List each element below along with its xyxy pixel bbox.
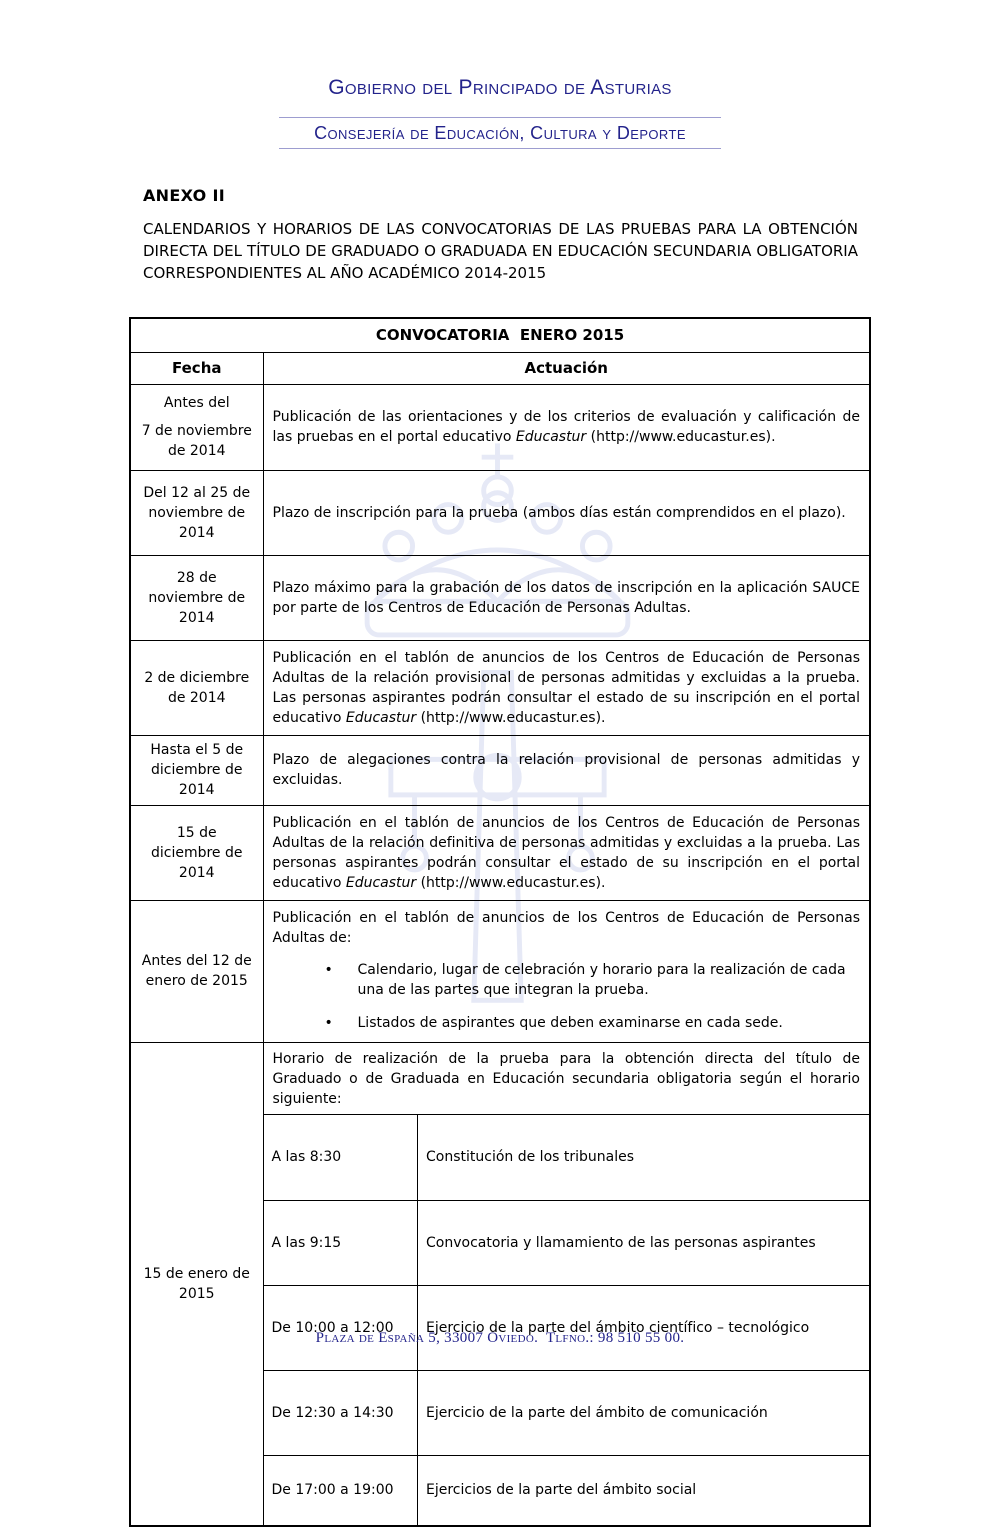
- action-paragraph: Publicación en el tablón de anuncios de los Centros de Educación de Personas Adultas de la relación provisional de personas admitidas y excluidas a la prueba. Las personas aspirantes podrán consultar el estado de su inscripción en el portal educativo Educastur (http://www.educastur.es).: [272, 649, 860, 726]
- table-row: [130, 805, 870, 900]
- time-cell: De 10:00 a 12:00: [264, 1285, 418, 1370]
- action-cell: [263, 1042, 870, 1526]
- date-line: 2014: [178, 524, 215, 541]
- date-line: de 2014: [167, 689, 226, 706]
- bullet-list: [273, 960, 861, 1033]
- date-cell: [130, 470, 263, 555]
- document-body: [143, 186, 858, 1527]
- table-header-row: [130, 352, 870, 384]
- date-cell: [130, 555, 263, 640]
- italic-text: Educastur: [345, 709, 417, 726]
- date-line: diciembre de: [150, 844, 243, 861]
- department-title: Consejería de Educación, Cultura y Deporte: [314, 123, 686, 143]
- date-cell: [130, 384, 263, 470]
- date-line: noviembre de: [148, 504, 246, 521]
- table-row: [130, 1042, 870, 1526]
- action-cell: [263, 555, 870, 640]
- action-paragraph: Plazo de inscripción para la prueba (ambos días están comprendidos en el plazo).: [272, 504, 846, 521]
- page-footer: [0, 1330, 1000, 1347]
- table-row: [130, 900, 870, 1042]
- activity-cell: Ejercicios de la parte del ámbito social: [418, 1455, 870, 1525]
- date-line: 15 de enero de: [143, 1265, 250, 1282]
- exam-schedule-table: [264, 1114, 870, 1526]
- bullet-item: • Calendario, lugar de celebración y horario para la realización de cada una de las partes que integran la prueba.: [325, 960, 861, 1000]
- footer-address: Plaza de España 5, 33007 Oviedo. Tlfno.: 98 510 55 00.: [315, 1330, 685, 1346]
- action-cell: [263, 640, 870, 735]
- column-header-fecha: Fecha: [130, 352, 263, 384]
- date-line: 2014: [178, 864, 215, 881]
- action-cell: [263, 900, 870, 1042]
- action-paragraph: Plazo máximo para la grabación de los datos de inscripción en la aplicación SAUCE por parte de los Centros de Educación de Personas Adultas.: [272, 579, 860, 616]
- letterhead: [0, 0, 1000, 149]
- time-cell: De 12:30 a 14:30: [264, 1370, 418, 1455]
- annex-title: ANEXO II: [143, 186, 225, 205]
- government-title: Gobierno del Principado de Asturias: [328, 76, 672, 99]
- action-cell: [263, 735, 870, 805]
- column-header-actuacion: Actuación: [263, 352, 870, 384]
- date-line: Antes del 12 de: [141, 953, 252, 969]
- date-line: 2014: [178, 609, 215, 626]
- date-cell: [130, 735, 263, 805]
- schedule-table-body: [130, 384, 870, 1526]
- date-line: Antes del: [163, 395, 230, 411]
- action-cell: [263, 805, 870, 900]
- schedule-row: [264, 1455, 870, 1525]
- activity-cell: Ejercicio de la parte del ámbito de comunicación: [418, 1370, 870, 1455]
- action-paragraph: Publicación en el tablón de anuncios de los Centros de Educación de Personas Adultas de:: [272, 909, 860, 946]
- date-line: noviembre de: [148, 589, 246, 606]
- date-cell: [130, 1042, 263, 1526]
- date-line: Hasta el 5 de: [150, 742, 244, 758]
- date-line: 2 de diciembre: [144, 669, 250, 686]
- action-paragraph: Plazo de alegaciones contra la relación provisional de personas admitidas y excluidas.: [272, 752, 860, 788]
- time-cell: De 17:00 a 19:00: [264, 1455, 418, 1525]
- action-paragraph: Publicación de las orientaciones y de los criterios de evaluación y calificación de las pruebas en el portal educativo Educastur (http://www.educastur.es).: [272, 409, 860, 445]
- time-cell: A las 8:30: [264, 1114, 418, 1200]
- date-line: 2015: [178, 1285, 215, 1302]
- italic-text: Educastur: [345, 874, 417, 891]
- table-title-row: [130, 318, 870, 352]
- action-cell: [263, 384, 870, 470]
- date-line: diciembre de: [150, 762, 243, 778]
- table-row: [130, 640, 870, 735]
- table-row: [130, 384, 870, 470]
- schedule-row: [264, 1285, 870, 1370]
- date-line: de 2014: [167, 443, 226, 459]
- schedule-row: [264, 1370, 870, 1455]
- action-paragraph: Horario de realización de la prueba para la obtención directa del título de Graduado o de Graduada en Educación secundaria obligatoria según el horario siguiente:: [272, 1050, 860, 1107]
- activity-cell: Convocatoria y llamamiento de las personas aspirantes: [418, 1200, 870, 1285]
- table-row: [130, 470, 870, 555]
- letterhead-rule-top: [279, 117, 721, 118]
- activity-cell: Constitución de los tribunales: [418, 1114, 870, 1200]
- date-cell: [130, 900, 263, 1042]
- date-line: 2014: [178, 782, 215, 798]
- action-paragraph: Publicación en el tablón de anuncios de los Centros de Educación de Personas Adultas de la relación definitiva de personas admitidas y excluidas a la prueba. Las personas aspirantes podrán consultar el estado de su inscripción en el portal educativo Educastur (http://www.educastur.es).: [272, 814, 860, 891]
- time-cell: A las 9:15: [264, 1200, 418, 1285]
- table-row: [130, 735, 870, 805]
- action-cell: [263, 470, 870, 555]
- letterhead-rule-bottom: [279, 148, 721, 149]
- date-line: 7 de noviembre: [141, 423, 252, 439]
- bullet-item: • Listados de aspirantes que deben examinarse en cada sede.: [325, 1013, 861, 1033]
- schedule-row: [264, 1114, 870, 1200]
- annex-intro-paragraph: CALENDARIOS Y HORARIOS DE LAS CONVOCATORIAS DE LAS PRUEBAS PARA LA OBTENCIÓN DIRECTA DEL TÍTULO DE GRADUADO O GRADUADA EN EDUCACIÓN SECUNDARIA OBLIGATORIA CORRESPONDIENTES AL AÑO ACADÉMICO 2014-2015: [143, 220, 858, 282]
- date-line: Del 12 al 25 de: [143, 484, 251, 501]
- schedule-row: [264, 1200, 870, 1285]
- activity-cell: Ejercicio de la parte del ámbito científico – tecnológico: [418, 1285, 870, 1370]
- table-title: CONVOCATORIA ENERO 2015: [130, 318, 870, 352]
- date-cell: [130, 640, 263, 735]
- date-line: 15 de: [176, 824, 217, 841]
- date-line: enero de 2015: [145, 973, 248, 989]
- date-line: 28 de: [176, 569, 217, 586]
- date-cell: [130, 805, 263, 900]
- table-row: [130, 555, 870, 640]
- italic-text: Educastur: [515, 429, 587, 445]
